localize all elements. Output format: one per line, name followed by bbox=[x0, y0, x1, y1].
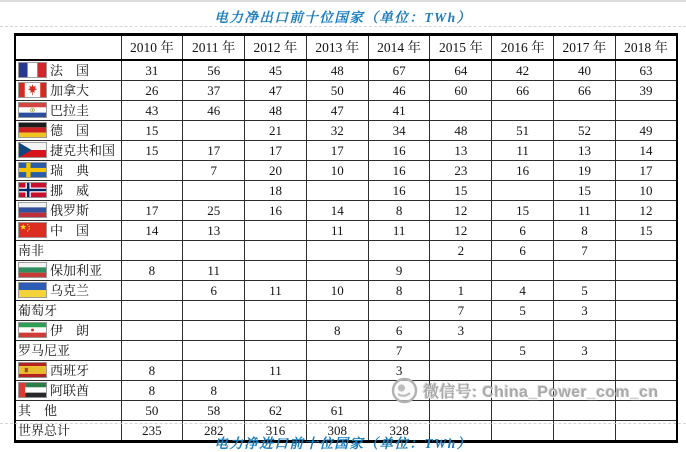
value-cell bbox=[492, 381, 554, 401]
value-cell: 235 bbox=[121, 421, 183, 442]
value-cell bbox=[368, 241, 430, 261]
value-cell bbox=[615, 301, 677, 321]
value-cell: 17 bbox=[183, 141, 245, 161]
country-name: 中 国 bbox=[50, 223, 90, 238]
country-cell bbox=[15, 161, 121, 181]
value-cell bbox=[183, 181, 245, 201]
value-cell: 6 bbox=[492, 221, 554, 241]
table-row bbox=[15, 401, 677, 421]
value-cell: 16 bbox=[492, 161, 554, 181]
table-row bbox=[15, 281, 677, 301]
country-name: 世界总计 bbox=[18, 423, 71, 438]
country-cell bbox=[15, 401, 121, 421]
value-cell bbox=[615, 101, 677, 121]
country-name: 加拿大 bbox=[50, 83, 90, 98]
value-cell bbox=[306, 361, 368, 381]
value-cell: 7 bbox=[430, 301, 492, 321]
value-cell: 282 bbox=[183, 421, 245, 442]
value-cell: 41 bbox=[368, 101, 430, 121]
country-cell bbox=[15, 281, 121, 301]
value-cell: 10 bbox=[615, 181, 677, 201]
country-name: 其 他 bbox=[18, 403, 58, 418]
value-cell: 8 bbox=[121, 261, 183, 281]
value-cell: 18 bbox=[245, 181, 307, 201]
year-header: 2014 年 bbox=[368, 35, 430, 61]
value-cell bbox=[492, 101, 554, 121]
table-row bbox=[15, 201, 677, 221]
value-cell bbox=[492, 321, 554, 341]
value-cell bbox=[121, 181, 183, 201]
bulgaria-flag-icon bbox=[18, 262, 47, 278]
value-cell: 10 bbox=[306, 161, 368, 181]
country-cell bbox=[15, 60, 121, 81]
value-cell bbox=[554, 321, 616, 341]
china-flag-icon bbox=[18, 222, 47, 238]
country-cell bbox=[15, 321, 121, 341]
header-row bbox=[15, 35, 677, 61]
value-cell bbox=[121, 161, 183, 181]
uae-flag-icon bbox=[18, 382, 47, 398]
value-cell bbox=[368, 381, 430, 401]
country-cell bbox=[15, 301, 121, 321]
value-cell: 12 bbox=[430, 221, 492, 241]
value-cell bbox=[492, 181, 554, 201]
value-cell: 13 bbox=[430, 141, 492, 161]
value-cell: 50 bbox=[121, 401, 183, 421]
year-header: 2010 年 bbox=[121, 35, 183, 61]
country-cell bbox=[15, 381, 121, 401]
france-flag-icon bbox=[18, 62, 47, 78]
value-cell: 32 bbox=[306, 121, 368, 141]
value-cell: 8 bbox=[121, 381, 183, 401]
value-cell: 17 bbox=[615, 161, 677, 181]
czech-flag-icon bbox=[18, 142, 47, 158]
value-cell: 308 bbox=[306, 421, 368, 442]
value-cell: 16 bbox=[368, 181, 430, 201]
value-cell: 15 bbox=[430, 181, 492, 201]
year-header: 2015 年 bbox=[430, 35, 492, 61]
value-cell: 7 bbox=[554, 241, 616, 261]
value-cell bbox=[245, 241, 307, 261]
value-cell bbox=[554, 381, 616, 401]
country-name: 德 国 bbox=[50, 123, 90, 138]
value-cell: 40 bbox=[554, 60, 616, 81]
value-cell bbox=[121, 301, 183, 321]
value-cell bbox=[306, 241, 368, 261]
value-cell bbox=[306, 181, 368, 201]
value-cell bbox=[554, 361, 616, 381]
table-row bbox=[15, 301, 677, 321]
value-cell: 14 bbox=[121, 221, 183, 241]
value-cell: 316 bbox=[245, 421, 307, 442]
corner-cell bbox=[15, 35, 121, 61]
value-cell: 47 bbox=[306, 101, 368, 121]
value-cell bbox=[430, 401, 492, 421]
table-row bbox=[15, 121, 677, 141]
value-cell: 5 bbox=[492, 341, 554, 361]
country-name: 伊 朗 bbox=[50, 323, 90, 338]
value-cell: 8 bbox=[554, 221, 616, 241]
value-cell: 5 bbox=[492, 301, 554, 321]
value-cell bbox=[245, 301, 307, 321]
value-cell: 16 bbox=[245, 201, 307, 221]
country-name: 南非 bbox=[18, 243, 45, 258]
value-cell: 15 bbox=[615, 221, 677, 241]
value-cell: 11 bbox=[245, 281, 307, 301]
country-cell bbox=[15, 121, 121, 141]
table-row bbox=[15, 141, 677, 161]
value-cell bbox=[615, 321, 677, 341]
table-row bbox=[15, 181, 677, 201]
value-cell: 52 bbox=[554, 121, 616, 141]
country-cell bbox=[15, 341, 121, 361]
value-cell bbox=[183, 321, 245, 341]
year-header: 2011 年 bbox=[183, 35, 245, 61]
country-name: 西班牙 bbox=[50, 363, 90, 378]
value-cell bbox=[492, 261, 554, 281]
table-row bbox=[15, 221, 677, 241]
value-cell: 14 bbox=[306, 201, 368, 221]
year-header: 2012 年 bbox=[245, 35, 307, 61]
country-cell bbox=[15, 241, 121, 261]
value-cell: 7 bbox=[368, 341, 430, 361]
value-cell: 43 bbox=[121, 101, 183, 121]
table-row bbox=[15, 101, 677, 121]
value-cell: 16 bbox=[368, 141, 430, 161]
value-cell: 19 bbox=[554, 161, 616, 181]
table-row bbox=[15, 161, 677, 181]
table-row bbox=[15, 261, 677, 281]
ukraine-flag-icon bbox=[18, 282, 47, 298]
value-cell: 6 bbox=[492, 241, 554, 261]
value-cell: 12 bbox=[615, 201, 677, 221]
value-cell bbox=[615, 361, 677, 381]
divider-line-bottom bbox=[0, 423, 686, 424]
value-cell bbox=[368, 401, 430, 421]
value-cell bbox=[368, 301, 430, 321]
spain-flag-icon bbox=[18, 362, 47, 378]
table-row bbox=[15, 81, 677, 101]
value-cell: 62 bbox=[245, 401, 307, 421]
table-row bbox=[15, 361, 677, 381]
table-row bbox=[15, 341, 677, 361]
value-cell: 15 bbox=[554, 181, 616, 201]
value-cell: 26 bbox=[121, 81, 183, 101]
value-cell: 23 bbox=[430, 161, 492, 181]
value-cell: 20 bbox=[245, 161, 307, 181]
value-cell bbox=[121, 281, 183, 301]
value-cell: 14 bbox=[615, 141, 677, 161]
value-cell bbox=[554, 261, 616, 281]
value-cell bbox=[306, 261, 368, 281]
value-cell bbox=[615, 261, 677, 281]
value-cell: 11 bbox=[245, 361, 307, 381]
iran-flag-icon bbox=[18, 322, 47, 338]
country-name: 俄罗斯 bbox=[50, 203, 90, 218]
top-title: 电力净出口前十位国家（单位：TWh） bbox=[214, 10, 472, 25]
country-name: 罗马尼亚 bbox=[18, 343, 71, 358]
value-cell bbox=[306, 341, 368, 361]
value-cell: 10 bbox=[306, 281, 368, 301]
country-cell bbox=[15, 181, 121, 201]
germany-flag-icon bbox=[18, 122, 47, 138]
value-cell: 3 bbox=[368, 361, 430, 381]
value-cell: 48 bbox=[245, 101, 307, 121]
value-cell bbox=[492, 401, 554, 421]
value-cell: 13 bbox=[183, 221, 245, 241]
value-cell bbox=[183, 341, 245, 361]
norway-flag-icon bbox=[18, 182, 47, 198]
country-name: 法 国 bbox=[50, 63, 90, 78]
value-cell: 39 bbox=[615, 81, 677, 101]
value-cell: 15 bbox=[492, 201, 554, 221]
value-cell: 21 bbox=[245, 121, 307, 141]
value-cell: 7 bbox=[183, 161, 245, 181]
value-cell: 37 bbox=[183, 81, 245, 101]
value-cell bbox=[183, 121, 245, 141]
country-name: 阿联酋 bbox=[50, 383, 90, 398]
value-cell: 6 bbox=[368, 321, 430, 341]
value-cell bbox=[430, 101, 492, 121]
year-header: 2018 年 bbox=[615, 35, 677, 61]
value-cell bbox=[245, 261, 307, 281]
value-cell: 8 bbox=[121, 361, 183, 381]
value-cell: 17 bbox=[245, 141, 307, 161]
value-cell bbox=[615, 281, 677, 301]
country-cell bbox=[15, 81, 121, 101]
value-cell: 45 bbox=[245, 60, 307, 81]
value-cell: 51 bbox=[492, 121, 554, 141]
value-cell: 64 bbox=[430, 60, 492, 81]
table-row bbox=[15, 60, 677, 81]
value-cell bbox=[121, 241, 183, 261]
value-cell: 4 bbox=[492, 281, 554, 301]
value-cell bbox=[430, 341, 492, 361]
country-cell bbox=[15, 261, 121, 281]
country-name: 捷克共和国 bbox=[50, 143, 116, 158]
value-cell: 60 bbox=[430, 81, 492, 101]
value-cell bbox=[306, 381, 368, 401]
value-cell: 49 bbox=[615, 121, 677, 141]
value-cell bbox=[183, 301, 245, 321]
year-header: 2017 年 bbox=[554, 35, 616, 61]
value-cell bbox=[615, 401, 677, 421]
country-name: 乌克兰 bbox=[50, 283, 90, 298]
country-cell bbox=[15, 141, 121, 161]
value-cell: 3 bbox=[554, 341, 616, 361]
value-cell: 9 bbox=[368, 261, 430, 281]
paraguay-flag-icon bbox=[18, 102, 47, 118]
value-cell: 13 bbox=[554, 141, 616, 161]
russia-flag-icon bbox=[18, 202, 47, 218]
value-cell bbox=[430, 361, 492, 381]
value-cell: 50 bbox=[306, 81, 368, 101]
watermark-text: 微信号: China_Power_com_cn bbox=[423, 383, 659, 401]
table-row bbox=[15, 321, 677, 341]
value-cell: 3 bbox=[554, 301, 616, 321]
value-cell: 11 bbox=[368, 221, 430, 241]
value-cell: 31 bbox=[121, 60, 183, 81]
country-name: 巴拉圭 bbox=[50, 103, 90, 118]
value-cell: 48 bbox=[306, 60, 368, 81]
value-cell bbox=[306, 301, 368, 321]
value-cell: 12 bbox=[430, 201, 492, 221]
value-cell: 42 bbox=[492, 60, 554, 81]
value-cell bbox=[430, 381, 492, 401]
value-cell: 8 bbox=[306, 321, 368, 341]
value-cell: 17 bbox=[306, 141, 368, 161]
value-cell: 58 bbox=[183, 401, 245, 421]
value-cell: 56 bbox=[183, 60, 245, 81]
value-cell: 46 bbox=[368, 81, 430, 101]
value-cell: 15 bbox=[121, 121, 183, 141]
value-cell: 6 bbox=[183, 281, 245, 301]
value-cell: 1 bbox=[430, 281, 492, 301]
value-cell bbox=[430, 261, 492, 281]
value-cell: 2 bbox=[430, 241, 492, 261]
value-cell: 3 bbox=[430, 321, 492, 341]
table-row bbox=[15, 241, 677, 261]
value-cell bbox=[492, 361, 554, 381]
divider-line-top bbox=[0, 26, 686, 27]
value-cell: 5 bbox=[554, 281, 616, 301]
value-cell bbox=[615, 381, 677, 401]
value-cell bbox=[245, 341, 307, 361]
value-cell: 8 bbox=[368, 281, 430, 301]
bottom-title: 电力净进口前十位国家（单位：TWh） bbox=[214, 436, 472, 451]
value-cell bbox=[245, 381, 307, 401]
value-cell: 47 bbox=[245, 81, 307, 101]
value-cell: 34 bbox=[368, 121, 430, 141]
net-export-table bbox=[14, 33, 678, 443]
value-cell: 67 bbox=[368, 60, 430, 81]
country-name: 保加利亚 bbox=[50, 263, 103, 278]
value-cell: 8 bbox=[183, 381, 245, 401]
sweden-flag-icon bbox=[18, 162, 47, 178]
table-row bbox=[15, 381, 677, 401]
value-cell: 11 bbox=[492, 141, 554, 161]
value-cell: 61 bbox=[306, 401, 368, 421]
value-cell bbox=[183, 241, 245, 261]
value-cell: 16 bbox=[368, 161, 430, 181]
value-cell bbox=[121, 341, 183, 361]
value-cell bbox=[554, 101, 616, 121]
value-cell: 66 bbox=[554, 81, 616, 101]
country-name: 挪 威 bbox=[50, 183, 90, 198]
value-cell bbox=[121, 321, 183, 341]
country-name: 瑞 典 bbox=[50, 163, 90, 178]
value-cell bbox=[245, 321, 307, 341]
value-cell bbox=[245, 221, 307, 241]
value-cell: 25 bbox=[183, 201, 245, 221]
value-cell: 11 bbox=[554, 201, 616, 221]
value-cell bbox=[615, 241, 677, 261]
value-cell bbox=[183, 361, 245, 381]
value-cell bbox=[554, 401, 616, 421]
value-cell: 48 bbox=[430, 121, 492, 141]
value-cell: 8 bbox=[368, 201, 430, 221]
value-cell: 15 bbox=[121, 141, 183, 161]
value-cell bbox=[615, 341, 677, 361]
value-cell: 11 bbox=[306, 221, 368, 241]
country-cell bbox=[15, 361, 121, 381]
country-cell bbox=[15, 221, 121, 241]
value-cell: 46 bbox=[183, 101, 245, 121]
country-cell bbox=[15, 201, 121, 221]
value-cell: 17 bbox=[121, 201, 183, 221]
country-cell bbox=[15, 101, 121, 121]
value-cell: 66 bbox=[492, 81, 554, 101]
value-cell: 328 bbox=[368, 421, 430, 442]
year-header: 2016 年 bbox=[492, 35, 554, 61]
value-cell: 11 bbox=[183, 261, 245, 281]
country-name: 葡萄牙 bbox=[18, 303, 58, 318]
canada-flag-icon bbox=[18, 82, 47, 98]
value-cell: 63 bbox=[615, 60, 677, 81]
year-header: 2013 年 bbox=[306, 35, 368, 61]
